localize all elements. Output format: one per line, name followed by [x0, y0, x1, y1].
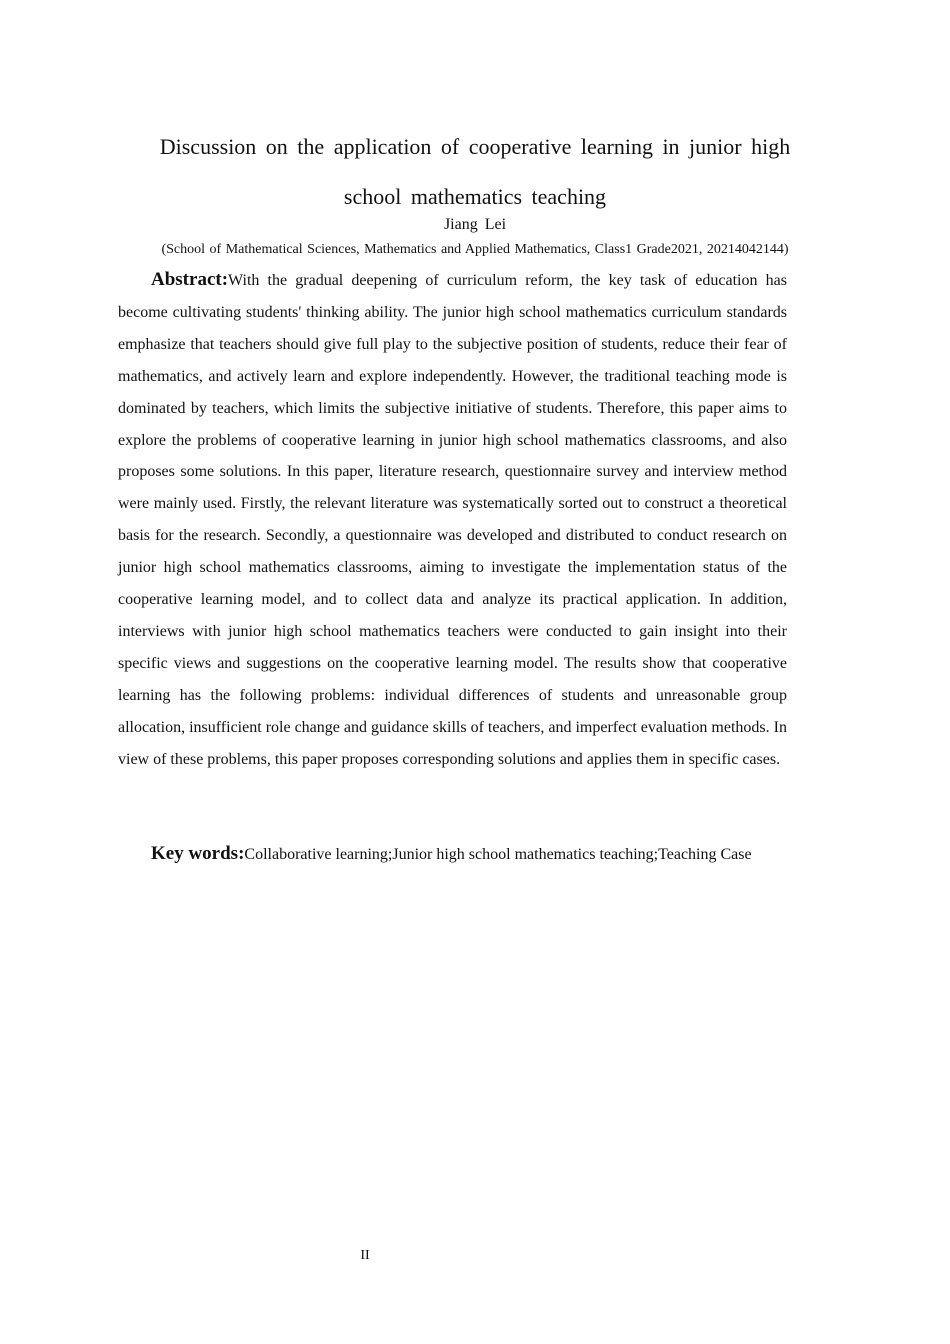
author-name: Jiang Lei [443, 216, 507, 233]
author-affiliation: (School of Mathematical Sciences, Mathematics and Applied Mathematics, Class1 Grade2021, 20214042144) [161, 242, 789, 257]
paper-title-line-1: Discussion on the application of cooperative learning in junior high [159, 134, 791, 159]
page-number: II [360, 1248, 370, 1263]
abstract-paragraph [118, 264, 787, 776]
abstract-text: With the gradual deepening of curriculum reform, the key task of education has become cultivating students' thinking ability. The junior high school mathematics curriculum standards emphasize that teachers should give full play to the subjective position of students, reduce their fear of mathematics, and actively learn and explore independently. However, the traditional teaching mode is dominated by teachers, which limits the subjective initiative of students. Therefore, this paper aims to explore the problems of cooperative learning in junior high school mathematics classrooms, and also proposes some solutions. In this paper, literature research, questionnaire survey and interview method were mainly used. Firstly, the relevant literature was systematically sorted out to construct a theoretical basis for the research. Secondly, a questionnaire was developed and distributed to conduct research on junior high school mathematics classrooms, aiming to investigate the implementation status of the cooperative learning model, and to collect data and analyze its practical application. In addition, interviews with junior high school mathematics teachers were conducted to gain insight into their specific views and suggestions on the cooperative learning model. The results show that cooperative learning has the following problems: individual differences of students and unreasonable group allocation, insufficient role change and guidance skills of teachers, and imperfect evaluation methods. In view of these problems, this paper proposes corresponding solutions and applies them in specific cases. [118, 272, 787, 768]
paper-title [118, 122, 832, 222]
paper-title-line-2: school mathematics teaching [343, 184, 607, 209]
abstract-label: Abstract: [151, 269, 229, 290]
keywords-label: Key words: [151, 843, 245, 864]
keywords-text: Collaborative learning;Junior high school mathematics teaching;Teaching Case [244, 846, 752, 863]
keywords-paragraph [118, 838, 787, 871]
